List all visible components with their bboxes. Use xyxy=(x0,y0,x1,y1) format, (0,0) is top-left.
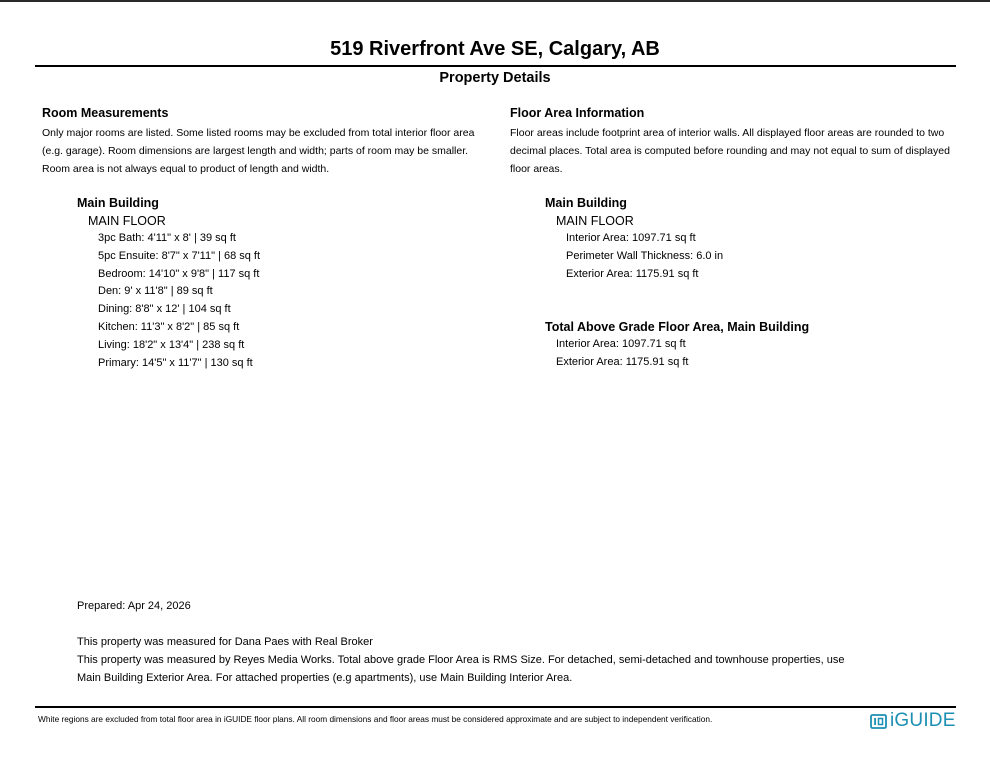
floor-area-section xyxy=(510,105,965,178)
top-border xyxy=(0,0,990,2)
iguide-logo-icon xyxy=(870,713,887,730)
measured-for-line: This property was measured for Dana Paes with Real Broker xyxy=(77,636,373,648)
iguide-logo xyxy=(870,710,956,732)
floor-area-note: Floor areas include footprint area of interior walls. All displayed floor areas are rounded to two decimal places. Total area is computed before rounding and may not equal to sum of displayed floor areas. xyxy=(510,127,950,175)
total-area-row: Exterior Area: 1175.91 sq ft xyxy=(556,355,689,368)
measured-by-line-1: This property was measured by Reyes Media Works. Total above grade Floor Area is RMS Size. For detached, semi-detached and townhouse properties, use xyxy=(77,654,845,666)
total-area-block xyxy=(545,318,809,371)
title-divider xyxy=(35,65,956,67)
page-title: 519 Riverfront Ave SE, Calgary, AB xyxy=(330,38,660,60)
room-floor-label: MAIN FLOOR xyxy=(88,214,166,228)
floor-area-heading: Floor Area Information xyxy=(510,106,645,120)
room-row: Dining: 8'8" x 12' | 104 sq ft xyxy=(98,303,231,316)
room-row: Kitchen: 11'3" x 8'2" | 85 sq ft xyxy=(98,320,240,333)
room-row: 3pc Bath: 4'11" x 8' | 39 sq ft xyxy=(98,232,236,244)
room-measurements-note: Only major rooms are listed. Some listed rooms may be excluded from total interior floor area (e.g. garage). Room dimensions are largest length and width; parts of room may be smaller. Room area is not always equal to product of length and width. xyxy=(42,127,475,175)
area-floor-label: MAIN FLOOR xyxy=(556,214,634,228)
room-building-title: Main Building xyxy=(77,196,159,210)
room-measurements-section xyxy=(42,105,492,178)
room-row: 5pc Ensuite: 8'7" x 7'11" | 68 sq ft xyxy=(98,249,261,262)
measurement-statement xyxy=(77,633,937,687)
room-measurements-heading: Room Measurements xyxy=(42,106,169,120)
area-row: Exterior Area: 1175.91 sq ft xyxy=(566,267,699,280)
disclaimer-text: White regions are excluded from total floor area in iGUIDE floor plans. All room dimensions and floor areas must be considered approximate and are subject to independent verification. xyxy=(38,714,713,724)
footer-divider xyxy=(35,706,956,708)
total-area-heading: Total Above Grade Floor Area, Main Building xyxy=(545,320,810,334)
room-row: Den: 9' x 11'8" | 89 sq ft xyxy=(98,285,213,298)
page-subtitle: Property Details xyxy=(439,70,551,86)
area-building-title: Main Building xyxy=(545,196,627,210)
room-list-block xyxy=(77,194,260,372)
prepared-date: Prepared: Apr 24, 2026 xyxy=(77,600,191,612)
area-row: Interior Area: 1097.71 sq ft xyxy=(566,232,696,244)
floor-area-block xyxy=(545,194,723,283)
room-row: Primary: 14'5" x 11'7" | 130 sq ft xyxy=(98,356,253,369)
iguide-logo-text: iGUIDE xyxy=(890,710,956,731)
measured-by-line-2: Main Building Exterior Area. For attached properties (e.g apartments), use Main Building Interior Area. xyxy=(77,672,573,684)
area-row: Perimeter Wall Thickness: 6.0 in xyxy=(566,249,724,262)
room-row: Bedroom: 14'10" x 9'8" | 117 sq ft xyxy=(98,267,260,280)
room-row: Living: 18'2" x 13'4" | 238 sq ft xyxy=(98,338,245,351)
total-area-row: Interior Area: 1097.71 sq ft xyxy=(556,338,686,350)
